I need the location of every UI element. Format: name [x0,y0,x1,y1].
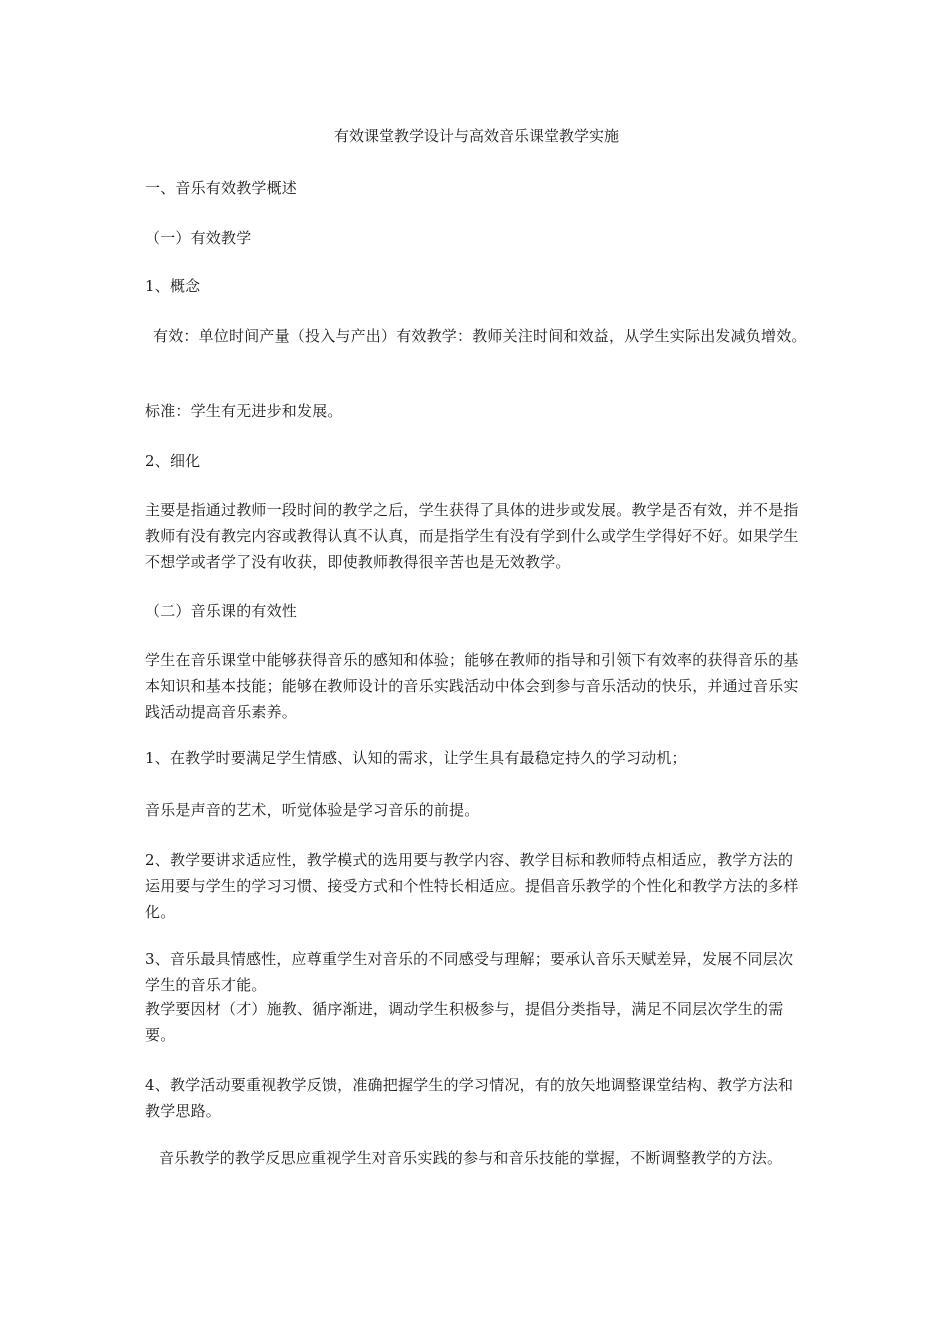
section-heading-1: 一、音乐有效教学概述 [145,179,298,197]
item-heading-detail: 2、细化 [145,452,201,470]
paragraph-item-2: 2、教学要讲求适应性，教学模式的选用要与教学内容、教学目标和教师特点相适应，教学方法的运用要与学生的学习习惯、接受方式和个性特长相适应。提倡音乐教学的个性化和教学方法的多样化。 [145,851,799,921]
paragraph-item-1-note: 音乐是声音的艺术，听觉体验是学习音乐的前提。 [145,801,480,819]
paragraph-item-1: 1、在教学时要满足学生情感、认知的需求，让学生具有最稳定持久的学习动机； [145,749,687,767]
paragraph-music-effectiveness: 学生在音乐课堂中能够获得音乐的感知和体验；能够在教师的指导和引领下有效率的获得音乐的基本知识和基本技能；能够在教师设计的音乐实践活动中体会到参与音乐活动的快乐，并通过音乐实践活动提高音乐素养。 [145,651,799,721]
paragraph-standard: 标准：学生有无进步和发展。 [145,402,343,420]
document-title: 有效课堂教学设计与高效音乐课堂教学实施 [333,127,619,145]
item-heading-concept: 1、概念 [145,277,201,295]
paragraph-detail: 主要是指通过教师一段时间的教学之后，学生获得了具体的进步或发展。教学是否有效，并不是指教师有没有教完内容或教得认真不认真，而是指学生有没有学到什么或学生学得好不好。如果学生不想学或者学了没有收获，即使教师教得很辛苦也是无效教学。 [145,501,799,571]
paragraph-item-3-note: 教学要因材（才）施教、循序渐进，调动学生积极参与，提倡分类指导，满足不同层次学生的需要。 [145,1000,784,1044]
paragraph-reflection: 音乐教学的教学反思应重视学生对音乐实践的参与和音乐技能的掌握，不断调整教学的方法。 [159,1149,783,1167]
paragraph-item-4: 4、教学活动要重视教学反馈，准确把握学生的学习情况，有的放矢地调整课堂结构、教学方法和教学思路。 [145,1076,794,1120]
paragraph-concept: 有效：单位时间产量（投入与产出）有效教学：教师关注时间和效益，从学生实际出发减负增效。 [153,327,807,345]
subsection-heading-effective-teaching: （一）有效教学 [145,229,252,247]
subsection-heading-music-effectiveness: （二）音乐课的有效性 [145,602,298,620]
paragraph-item-3: 3、音乐最具情感性，应尊重学生对音乐的不同感受与理解；要承认音乐天赋差异，发展不同层次学生的音乐才能。 [145,950,794,994]
